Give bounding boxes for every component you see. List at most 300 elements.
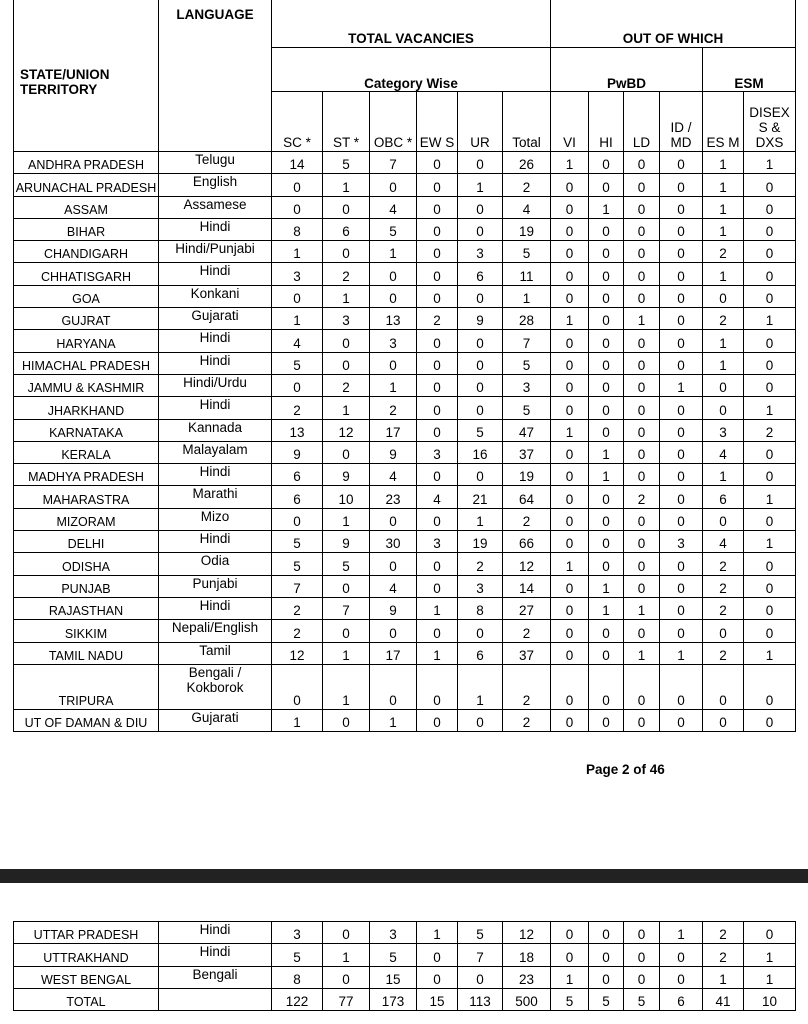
vacancy-count: 7: [503, 330, 551, 352]
state-name: GOA: [14, 285, 159, 307]
page-number: Page 2 of 46: [586, 762, 665, 777]
column-header: OBC *: [370, 92, 417, 152]
vacancy-count: 0: [744, 441, 796, 463]
vacancy-count: 3: [703, 419, 744, 441]
language: Hindi: [159, 531, 272, 553]
vacancy-count: 0: [417, 152, 458, 174]
vacancy-count: 0: [551, 709, 589, 731]
vacancy-count: 0: [624, 352, 660, 374]
vacancy-count: 2: [323, 374, 370, 396]
vacancy-count: 0: [624, 263, 660, 285]
total-vacancies-header: TOTAL VACANCIES: [272, 0, 551, 48]
vacancy-count: 0: [660, 218, 703, 240]
vacancy-count: 0: [551, 597, 589, 619]
vacancy-count: 0: [660, 620, 703, 642]
vacancy-count: 0: [417, 397, 458, 419]
vacancy-count: 0: [589, 419, 624, 441]
vacancy-count: 5: [458, 419, 503, 441]
vacancy-count: 0: [660, 553, 703, 575]
vacancy-count: 0: [589, 709, 624, 731]
vacancy-count: 0: [551, 285, 589, 307]
vacancy-count: 1: [660, 374, 703, 396]
table-row: [14, 531, 796, 553]
vacancy-count: 0: [458, 330, 503, 352]
state-name: WEST BENGAL: [14, 966, 159, 988]
language: Gujarati: [159, 308, 272, 330]
vacancy-count: 6: [272, 486, 323, 508]
vacancy-count: 0: [703, 397, 744, 419]
vacancy-count: 3: [503, 374, 551, 396]
vacancy-count: 0: [417, 553, 458, 575]
vacancy-count: 1: [417, 922, 458, 944]
vacancy-count: 0: [551, 174, 589, 196]
vacancy-count: 1: [551, 553, 589, 575]
state-name: CHANDIGARH: [14, 241, 159, 263]
vacancy-count: 0: [624, 374, 660, 396]
vacancy-count: 0: [458, 374, 503, 396]
table-row: [14, 397, 796, 419]
vacancy-count: 1: [703, 330, 744, 352]
vacancy-count: 0: [744, 508, 796, 530]
vacancy-count: 1: [551, 308, 589, 330]
vacancy-count: 5: [272, 352, 323, 374]
vacancy-count: 0: [417, 241, 458, 263]
language: Gujarati: [159, 709, 272, 731]
vacancy-count: 0: [589, 553, 624, 575]
vacancy-count: 0: [744, 620, 796, 642]
vacancy-count: 13: [272, 419, 323, 441]
vacancy-count: 10: [744, 988, 796, 1010]
vacancy-count: 0: [744, 330, 796, 352]
vacancy-count: 0: [551, 575, 589, 597]
vacancy-count: 1: [503, 285, 551, 307]
vacancy-count: 0: [660, 486, 703, 508]
vacancy-count: 17: [370, 419, 417, 441]
vacancy-count: 0: [660, 508, 703, 530]
vacancy-count: 0: [417, 944, 458, 966]
vacancy-count: 4: [703, 441, 744, 463]
vacancy-count: 6: [703, 486, 744, 508]
vacancy-count: 500: [503, 988, 551, 1010]
state-name: MIZORAM: [14, 508, 159, 530]
vacancy-count: 0: [417, 709, 458, 731]
vacancy-count: 0: [417, 374, 458, 396]
vacancy-count: 0: [624, 664, 660, 709]
vacancy-count: 0: [589, 642, 624, 664]
vacancy-count: 0: [660, 330, 703, 352]
vacancy-count: 47: [503, 419, 551, 441]
vacancy-count: 0: [458, 709, 503, 731]
column-header: SC *: [272, 92, 323, 152]
table-row: [14, 352, 796, 374]
category-wise-header: Category Wise: [272, 48, 551, 92]
vacancy-count: 0: [624, 553, 660, 575]
table-row: [14, 597, 796, 619]
vacancy-count: 0: [660, 397, 703, 419]
esm-header: ESM: [703, 48, 796, 92]
table-row: [14, 642, 796, 664]
vacancy-count: 77: [323, 988, 370, 1010]
state-name: SIKKIM: [14, 620, 159, 642]
vacancy-count: 0: [589, 152, 624, 174]
vacancy-count: 3: [458, 241, 503, 263]
vacancy-count: 1: [660, 922, 703, 944]
language: Hindi/Punjabi: [159, 241, 272, 263]
vacancy-count: 0: [323, 441, 370, 463]
state-name: RAJASTHAN: [14, 597, 159, 619]
vacancy-count: 0: [589, 620, 624, 642]
vacancy-count: 1: [417, 597, 458, 619]
vacancy-count: 0: [272, 196, 323, 218]
pwbd-header: PwBD: [551, 48, 703, 92]
vacancy-count: 0: [551, 531, 589, 553]
table-row: [14, 486, 796, 508]
table-row: [14, 709, 796, 731]
vacancy-count: 0: [589, 218, 624, 240]
vacancy-count: 0: [458, 464, 503, 486]
language: Odia: [159, 553, 272, 575]
vacancy-count: 0: [551, 241, 589, 263]
vacancy-count: 1: [703, 464, 744, 486]
vacancy-count: 2: [503, 664, 551, 709]
vacancy-count: 2: [272, 397, 323, 419]
vacancy-count: 0: [589, 486, 624, 508]
vacancy-count: 5: [589, 988, 624, 1010]
vacancy-count: 0: [551, 397, 589, 419]
vacancy-count: 1: [323, 285, 370, 307]
language: English: [159, 174, 272, 196]
vacancy-count: 13: [370, 308, 417, 330]
vacancy-count: 0: [589, 308, 624, 330]
table-row: [14, 553, 796, 575]
vacancy-count: 1: [624, 308, 660, 330]
vacancy-count: 1: [589, 464, 624, 486]
vacancy-count: 64: [503, 486, 551, 508]
language: Hindi: [159, 464, 272, 486]
vacancy-count: 0: [744, 241, 796, 263]
state-name: UT OF DAMAN & DIU: [14, 709, 159, 731]
vacancy-count: 0: [624, 620, 660, 642]
vacancy-count: 1: [323, 508, 370, 530]
vacancy-count: 3: [272, 263, 323, 285]
language: Hindi: [159, 330, 272, 352]
vacancy-count: 0: [551, 642, 589, 664]
vacancy-count: 21: [458, 486, 503, 508]
vacancy-count: 1: [703, 218, 744, 240]
vacancy-count: 1: [323, 397, 370, 419]
state-name: HIMACHAL PRADESH: [14, 352, 159, 374]
vacancy-count: 0: [703, 508, 744, 530]
vacancy-count: 2: [703, 575, 744, 597]
vacancy-count: 1: [551, 966, 589, 988]
vacancy-count: 0: [551, 508, 589, 530]
vacancy-count: 2: [323, 263, 370, 285]
table-row: [14, 330, 796, 352]
vacancy-count: 0: [272, 285, 323, 307]
vacancy-count: 12: [503, 553, 551, 575]
vacancy-count: 2: [503, 620, 551, 642]
table-row: [14, 218, 796, 240]
vacancy-count: 0: [323, 330, 370, 352]
table-row: [14, 152, 796, 174]
vacancy-count: 0: [458, 352, 503, 374]
column-header: LD: [624, 92, 660, 152]
vacancy-count: 12: [503, 922, 551, 944]
vacancy-count: 3: [458, 575, 503, 597]
state-name: CHHATISGARH: [14, 263, 159, 285]
vacancy-count: 0: [551, 196, 589, 218]
vacancy-count: 0: [660, 285, 703, 307]
vacancy-count: 0: [323, 966, 370, 988]
vacancy-count: 1: [744, 944, 796, 966]
out-of-which-header: OUT OF WHICH: [551, 0, 796, 48]
language: Konkani: [159, 285, 272, 307]
vacancy-count: 2: [703, 553, 744, 575]
vacancy-count: 6: [323, 218, 370, 240]
vacancy-count: 19: [458, 531, 503, 553]
language: Punjabi: [159, 575, 272, 597]
vacancy-count: 1: [323, 664, 370, 709]
vacancy-count: 4: [503, 196, 551, 218]
vacancy-count: 0: [744, 709, 796, 731]
vacancy-count: 6: [660, 988, 703, 1010]
vacancy-count: 0: [589, 241, 624, 263]
vacancy-count: 2: [703, 944, 744, 966]
vacancy-count: 0: [660, 664, 703, 709]
vacancy-count: 0: [589, 664, 624, 709]
vacancy-count: 5: [323, 152, 370, 174]
vacancy-count: 0: [589, 374, 624, 396]
state-name: DELHI: [14, 531, 159, 553]
state-name: MAHARASTRA: [14, 486, 159, 508]
language: Hindi: [159, 397, 272, 419]
vacancy-count: 1: [458, 174, 503, 196]
vacancy-count: 2: [703, 597, 744, 619]
vacancy-count: 1: [370, 241, 417, 263]
vacancy-count: 0: [703, 285, 744, 307]
language: Mizo: [159, 508, 272, 530]
vacancy-count: 122: [272, 988, 323, 1010]
vacancy-count: 0: [624, 709, 660, 731]
table-row: [14, 196, 796, 218]
language: [159, 988, 272, 1010]
vacancy-count: 1: [703, 352, 744, 374]
vacancy-count: 0: [660, 419, 703, 441]
table-row: [14, 263, 796, 285]
vacancy-count: 0: [744, 597, 796, 619]
vacancy-count: 0: [703, 374, 744, 396]
vacancy-count: 0: [660, 597, 703, 619]
vacancy-count: 26: [503, 152, 551, 174]
vacancy-count: 0: [624, 944, 660, 966]
language: Malayalam: [159, 441, 272, 463]
vacancy-count: 1: [458, 664, 503, 709]
vacancy-count: 0: [589, 922, 624, 944]
vacancy-count: 5: [272, 531, 323, 553]
vacancy-count: 1: [272, 308, 323, 330]
vacancy-count: 7: [323, 597, 370, 619]
state-name: ANDHRA PRADESH: [14, 152, 159, 174]
vacancy-count: 0: [458, 218, 503, 240]
vacancy-count: 3: [272, 922, 323, 944]
vacancy-count: 0: [417, 285, 458, 307]
vacancy-count: 2: [703, 922, 744, 944]
vacancy-count: 0: [744, 922, 796, 944]
language: Hindi/Urdu: [159, 374, 272, 396]
vacancy-count: 0: [744, 218, 796, 240]
vacancy-count: 1: [272, 241, 323, 263]
vacancy-count: 15: [370, 966, 417, 988]
vacancy-count: 0: [660, 196, 703, 218]
vacancy-count: 0: [551, 374, 589, 396]
page-divider: [0, 869, 808, 883]
vacancy-count: 0: [624, 152, 660, 174]
vacancy-count: 4: [703, 531, 744, 553]
vacancy-count: 2: [272, 620, 323, 642]
vacancy-count: 0: [417, 330, 458, 352]
state-name: JAMMU & KASHMIR: [14, 374, 159, 396]
state-name: GUJRAT: [14, 308, 159, 330]
table-row: [14, 988, 796, 1010]
vacancy-count: 0: [417, 664, 458, 709]
vacancy-count: 0: [417, 575, 458, 597]
vacancy-count: 1: [703, 174, 744, 196]
vacancy-count: 37: [503, 642, 551, 664]
vacancy-count: 15: [417, 988, 458, 1010]
vacancy-count: 0: [458, 966, 503, 988]
vacancy-count: 1: [272, 709, 323, 731]
vacancy-count: 0: [417, 508, 458, 530]
vacancy-count: 1: [458, 508, 503, 530]
vacancy-count: 0: [744, 352, 796, 374]
vacancy-count: 1: [370, 374, 417, 396]
vacancy-count: 0: [323, 709, 370, 731]
vacancy-count: 3: [660, 531, 703, 553]
vacancy-count: 0: [551, 464, 589, 486]
language: Tamil: [159, 642, 272, 664]
vacancy-count: 0: [551, 352, 589, 374]
vacancy-count: 0: [624, 174, 660, 196]
vacancy-count: 0: [323, 241, 370, 263]
column-header: VI: [551, 92, 589, 152]
vacancy-count: 0: [660, 464, 703, 486]
table-row: [14, 308, 796, 330]
vacancy-count: 2: [703, 308, 744, 330]
vacancy-count: 9: [370, 597, 417, 619]
vacancy-count: 1: [417, 642, 458, 664]
vacancy-count: 3: [370, 330, 417, 352]
table-row: [14, 575, 796, 597]
vacancy-count: 9: [323, 464, 370, 486]
vacancy-count: 0: [589, 508, 624, 530]
vacancy-count: 0: [624, 196, 660, 218]
vacancy-count: 5: [272, 944, 323, 966]
vacancy-count: 0: [660, 441, 703, 463]
vacancy-count: 1: [703, 152, 744, 174]
vacancy-count: 2: [503, 709, 551, 731]
table-row: [14, 944, 796, 966]
vacancy-count: 0: [458, 397, 503, 419]
vacancy-count: 0: [744, 263, 796, 285]
vacancy-count: 1: [323, 944, 370, 966]
vacancy-count: 0: [660, 575, 703, 597]
column-header: DISEX S & DXS: [744, 92, 796, 152]
vacancy-count: 0: [417, 196, 458, 218]
table-row: [14, 374, 796, 396]
vacancy-count: 0: [660, 263, 703, 285]
vacancy-count: 0: [624, 922, 660, 944]
vacancy-count: 1: [370, 709, 417, 731]
vacancy-count: 66: [503, 531, 551, 553]
vacancy-count: 113: [458, 988, 503, 1010]
vacancy-count: 1: [744, 308, 796, 330]
language: Bengali: [159, 966, 272, 988]
state-name: BIHAR: [14, 218, 159, 240]
vacancy-count: 0: [744, 174, 796, 196]
vacancy-count: 0: [624, 330, 660, 352]
language: Hindi: [159, 944, 272, 966]
vacancy-count: 0: [458, 196, 503, 218]
vacancy-count: 23: [503, 966, 551, 988]
vacancy-count: 1: [589, 575, 624, 597]
table-row: [14, 922, 796, 944]
vacancy-count: 0: [551, 922, 589, 944]
vacancy-count: 0: [272, 374, 323, 396]
vacancy-count: 3: [417, 441, 458, 463]
vacancy-count: 5: [370, 218, 417, 240]
vacancy-count: 1: [744, 966, 796, 988]
column-header: EW S: [417, 92, 458, 152]
vacancy-count: 4: [417, 486, 458, 508]
vacancy-count: 0: [660, 174, 703, 196]
table-row: [14, 441, 796, 463]
vacancy-count: 0: [370, 263, 417, 285]
table-row: [14, 620, 796, 642]
vacancy-count: 0: [624, 966, 660, 988]
vacancy-count: 0: [624, 508, 660, 530]
vacancy-count: 8: [458, 597, 503, 619]
vacancy-count: 0: [551, 664, 589, 709]
column-header: ST *: [323, 92, 370, 152]
language: Bengali / Kokborok: [159, 664, 272, 709]
column-header: ES M: [703, 92, 744, 152]
vacancy-count: 0: [703, 620, 744, 642]
vacancy-count: 14: [503, 575, 551, 597]
vacancy-count: 2: [744, 419, 796, 441]
vacancy-count: 11: [503, 263, 551, 285]
vacancy-count: 37: [503, 441, 551, 463]
vacancy-count: 0: [624, 241, 660, 263]
vacancy-count: 0: [703, 664, 744, 709]
vacancy-count: 0: [589, 285, 624, 307]
language-header: LANGUAGE: [159, 0, 272, 152]
vacancy-count: 2: [417, 308, 458, 330]
state-name: PUNJAB: [14, 575, 159, 597]
vacancy-count: 9: [323, 531, 370, 553]
vacancy-count: 1: [744, 642, 796, 664]
vacancy-count: 2: [503, 508, 551, 530]
language: Hindi: [159, 352, 272, 374]
vacancy-count: 4: [370, 575, 417, 597]
vacancy-count: 1: [323, 642, 370, 664]
vacancy-count: 1: [744, 531, 796, 553]
vacancy-count: 0: [417, 218, 458, 240]
vacancy-count: 0: [417, 966, 458, 988]
vacancy-count: 0: [744, 285, 796, 307]
vacancy-count: 2: [624, 486, 660, 508]
vacancy-count: 3: [417, 531, 458, 553]
vacancy-count: 1: [551, 419, 589, 441]
